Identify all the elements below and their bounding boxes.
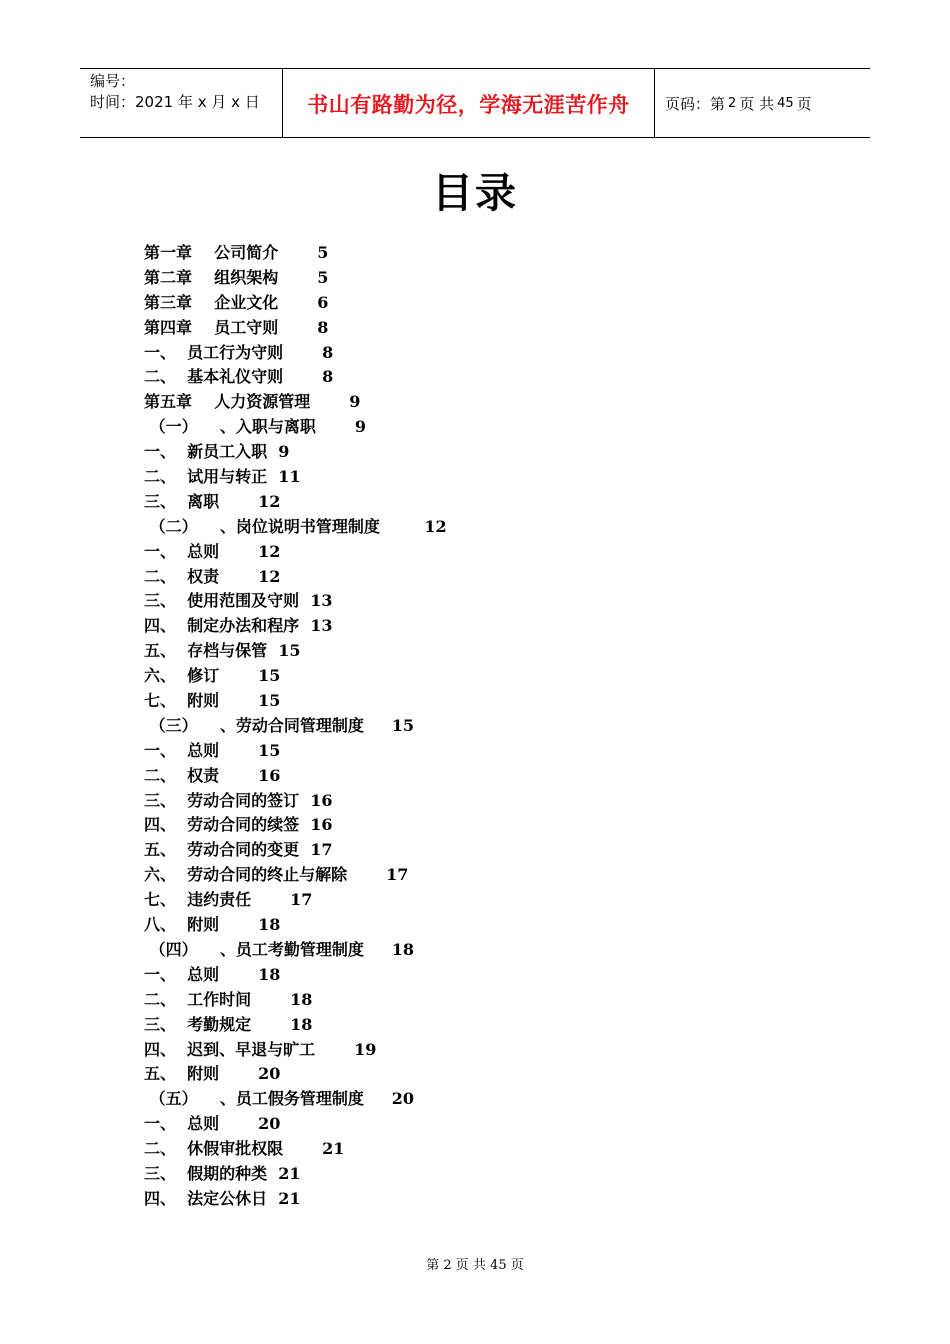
- toc-item[interactable]: 二、 权责 12: [144, 566, 281, 586]
- toc-item[interactable]: 一、 员工行为守则 8: [144, 342, 334, 362]
- toc-item[interactable]: （四） 、员工考勤管理制度 18: [144, 939, 414, 959]
- toc-item[interactable]: 二、 权责 16: [144, 765, 281, 785]
- toc-item[interactable]: 四、 迟到、早退与旷工 19: [144, 1039, 377, 1059]
- toc-item[interactable]: 第三章 企业文化 6: [144, 292, 329, 312]
- toc-item[interactable]: 五、 劳动合同的变更 17: [144, 840, 333, 860]
- toc-item[interactable]: 第四章 员工守则 8: [144, 317, 329, 337]
- toc-item[interactable]: 二、 工作时间 18: [144, 989, 313, 1009]
- toc-item[interactable]: 三、 使用范围及守则 13: [144, 591, 333, 611]
- toc-item[interactable]: 七、 附则 15: [144, 691, 281, 711]
- toc-item[interactable]: 一、 总则 20: [144, 1114, 281, 1134]
- toc-item[interactable]: 二、 试用与转正 11: [144, 467, 301, 487]
- toc-item[interactable]: 第五章 人力资源管理 9: [144, 392, 361, 412]
- toc-item[interactable]: 三、 劳动合同的签订 16: [144, 790, 333, 810]
- toc-item[interactable]: 第二章 组织架构 5: [144, 267, 329, 287]
- toc-item[interactable]: 四、 制定办法和程序 13: [144, 616, 333, 636]
- toc-item[interactable]: 二、 基本礼仪守则 8: [144, 367, 334, 387]
- toc-item[interactable]: 一、 新员工入职 9: [144, 442, 290, 462]
- toc-item[interactable]: 一、 总则 15: [144, 740, 281, 760]
- table-of-contents: [144, 241, 447, 1212]
- page-total: 45: [777, 95, 794, 111]
- toc-item[interactable]: 三、 考勤规定 18: [144, 1014, 313, 1034]
- page-footer: 第 2 页 共 45 页: [426, 1258, 524, 1273]
- toc-item[interactable]: 五、 存档与保管 15: [144, 641, 301, 661]
- header-meta: [80, 69, 282, 137]
- page-header: [80, 68, 870, 138]
- toc-item[interactable]: 三、 假期的种类 21: [144, 1163, 301, 1183]
- toc-item[interactable]: （一） 、入职与离职 9: [144, 417, 366, 437]
- toc-item[interactable]: 六、 修订 15: [144, 666, 281, 686]
- toc-item[interactable]: 七、 违约责任 17: [144, 890, 313, 910]
- page-mid: 页 共: [739, 94, 775, 113]
- document-date: 时间：2021 年 x 月 x 日: [90, 93, 260, 111]
- toc-item[interactable]: 四、 劳动合同的续签 16: [144, 815, 333, 835]
- document-code-label: 编号：: [90, 72, 136, 90]
- toc-item[interactable]: 八、 附则 18: [144, 915, 281, 935]
- toc-item[interactable]: （二） 、岗位说明书管理制度 12: [144, 516, 447, 536]
- toc-item[interactable]: 六、 劳动合同的终止与解除 17: [144, 865, 409, 885]
- page-title: 目录: [432, 169, 518, 217]
- header-motto: 书山有路勤为径，学海无涯苦作舟: [282, 69, 655, 137]
- toc-item[interactable]: 三、 离职 12: [144, 491, 281, 511]
- toc-item[interactable]: 四、 法定公休日 21: [144, 1188, 301, 1208]
- toc-item[interactable]: 五、 附则 20: [144, 1064, 281, 1084]
- header-page-info: [655, 69, 870, 137]
- toc-item[interactable]: 第一章 公司简介 5: [144, 243, 329, 262]
- page-prefix: 页码：第: [665, 94, 726, 113]
- toc-item[interactable]: 二、 休假审批权限 21: [144, 1139, 345, 1159]
- toc-item[interactable]: （三） 、劳动合同管理制度 15: [144, 715, 414, 735]
- page-suffix: 页: [796, 94, 812, 113]
- page-number: 2: [728, 95, 737, 111]
- toc-item[interactable]: 一、 总则 18: [144, 964, 281, 984]
- toc-item[interactable]: 一、 总则 12: [144, 541, 281, 561]
- toc-item[interactable]: （五） 、员工假务管理制度 20: [144, 1089, 414, 1109]
